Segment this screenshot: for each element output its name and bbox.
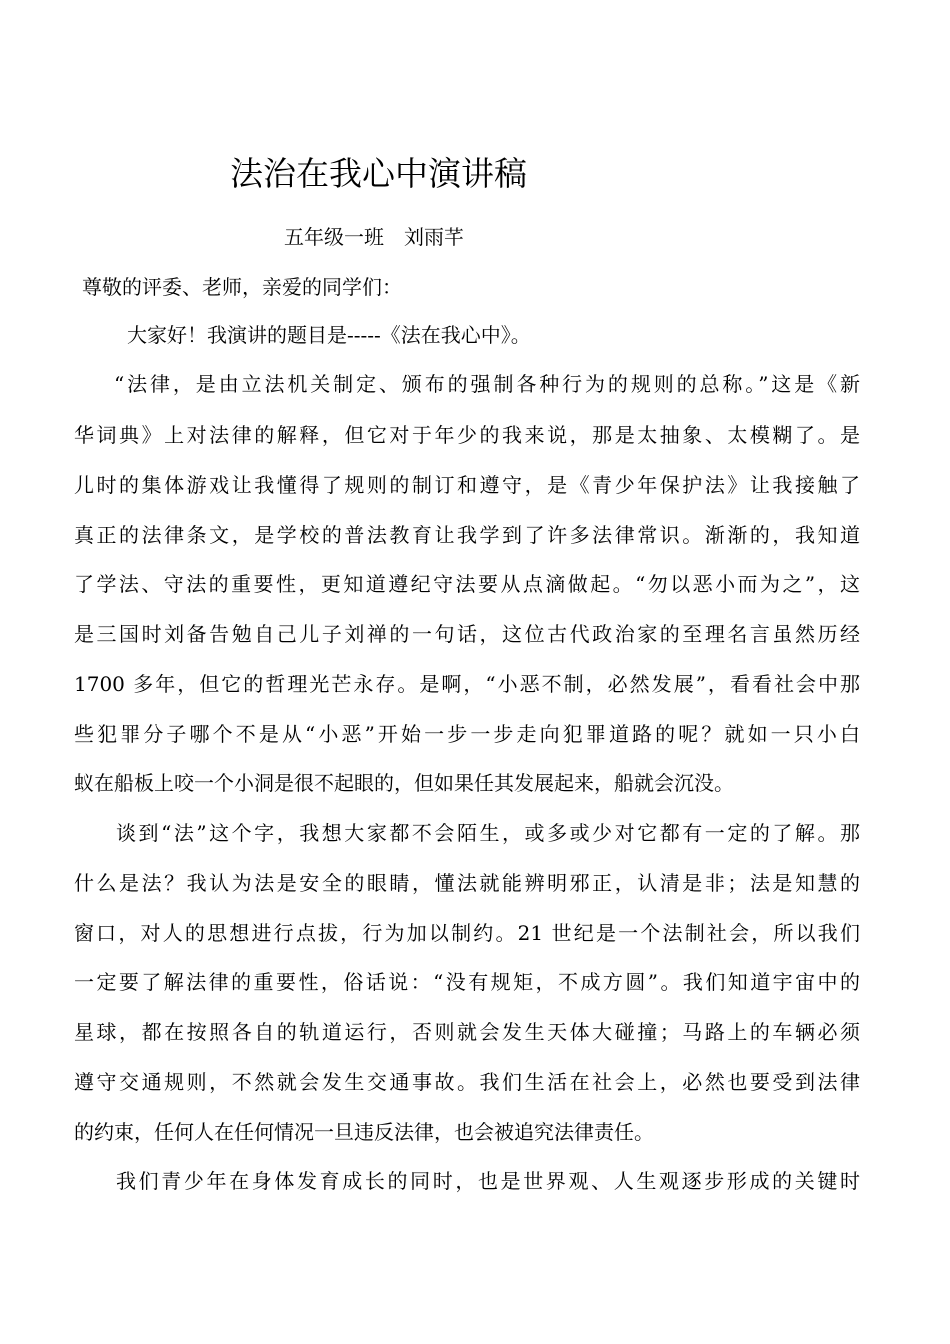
paragraph-1-line: 1700 多年，但它的哲理光芒永存。是啊，“小恶不制，必然发展”，看看社会中那 bbox=[74, 672, 860, 696]
paragraph-2-line: 什么是法？我认为法是安全的眼睛，懂法就能辨明邪正，认清是非；法是知慧的 bbox=[74, 871, 860, 895]
paragraph-1-line: 真正的法律条文，是学校的普法教育让我学到了许多法律常识。渐渐的，我知道 bbox=[74, 523, 860, 547]
page-title: 法治在我心中演讲稿 bbox=[230, 154, 527, 193]
author-byline: 五年级一班 刘雨芊 bbox=[284, 225, 464, 249]
paragraph-2-line: 星球，都在按照各自的轨道运行，否则就会发生天体大碰撞；马路上的车辆必须 bbox=[74, 1020, 860, 1044]
paragraph-3-line: 我们青少年在身体发育成长的同时，也是世界观、人生观逐步形成的关键时 bbox=[116, 1169, 860, 1193]
paragraph-1-line: 华词典》上对法律的解释，但它对于年少的我来说，那是太抽象、太模糊了。是 bbox=[74, 423, 860, 447]
paragraph-1-line: 些犯罪分子哪个不是从“小恶”开始一步一步走向犯罪道路的呢？就如一只小白 bbox=[74, 722, 860, 746]
greeting: 大家好！我演讲的题目是-----《法在我心中》。 bbox=[127, 323, 531, 347]
paragraph-2-line: 窗口，对人的思想进行点拔，行为加以制约。21 世纪是一个法制社会，所以我们 bbox=[74, 921, 860, 945]
paragraph-2-line: 谈到“法”这个字，我想大家都不会陌生，或多或少对它都有一定的了解。那 bbox=[116, 821, 860, 845]
paragraph-2-line: 遵守交通规则，不然就会发生交通事故。我们生活在社会上，必然也要受到法律 bbox=[74, 1070, 860, 1094]
paragraph-1-line: 了学法、守法的重要性，更知道遵纪守法要从点滴做起。“勿以恶小而为之”，这 bbox=[74, 572, 860, 596]
paragraph-1-line: 儿时的集体游戏让我懂得了规则的制订和遵守，是《青少年保护法》让我接触了 bbox=[74, 473, 860, 497]
paragraph-1-line: 蚁在船板上咬一个小洞是很不起眼的，但如果任其发展起来，船就会沉没。 bbox=[74, 771, 734, 795]
paragraph-1-line: “法律，是由立法机关制定、颁布的强制各种行为的规则的总称。”这是《新 bbox=[114, 372, 860, 396]
paragraph-2-line: 一定要了解法律的重要性，俗话说：“没有规矩，不成方圆”。我们知道宇宙中的 bbox=[74, 970, 860, 994]
paragraph-2-line: 的约束，任何人在任何情况一旦违反法律，也会被追究法律责任。 bbox=[74, 1120, 654, 1144]
paragraph-1-line: 是三国时刘备告勉自己儿子刘禅的一句话，这位古代政治家的至理名言虽然历经 bbox=[74, 622, 860, 646]
salutation: 尊敬的评委、老师，亲爱的同学们： bbox=[82, 275, 402, 299]
